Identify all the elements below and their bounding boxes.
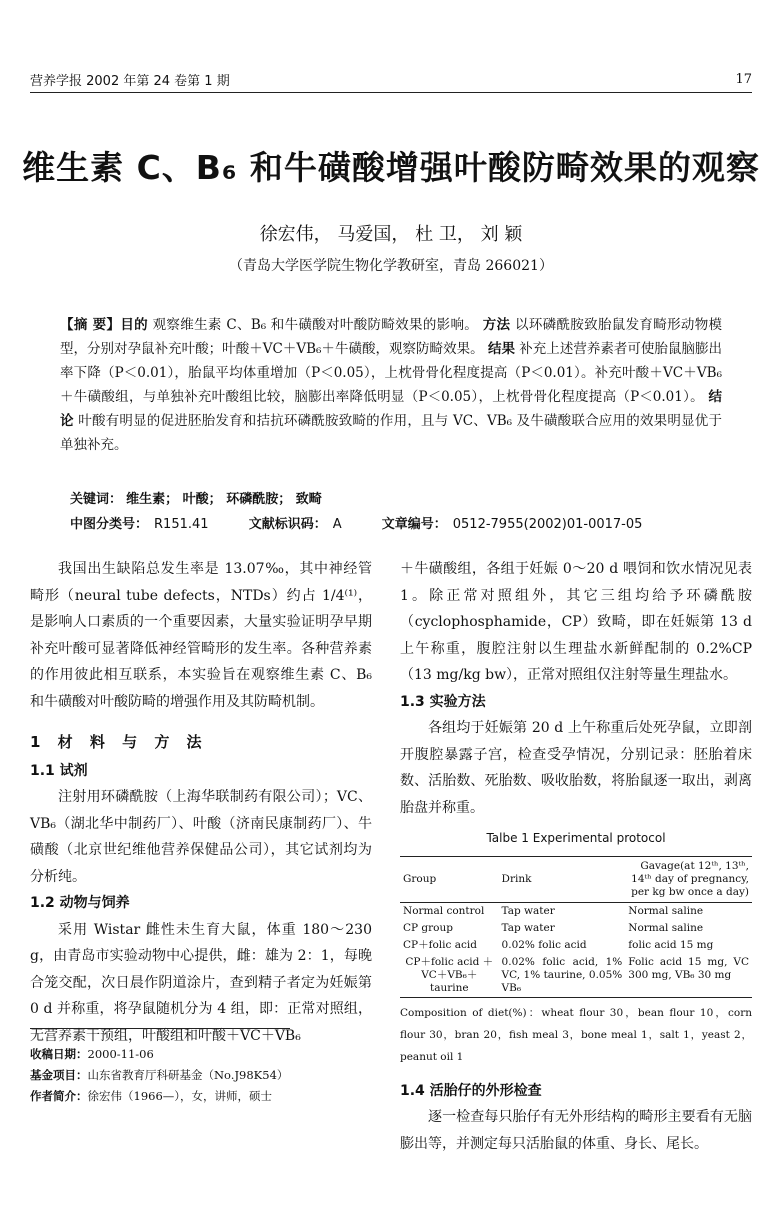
methods-paragraph: 各组均于妊娠第 20 d 上午称重后处死孕鼠，立即剖开腹腔暴露子宫，检查受孕情况，分别记录：胚胎着床数、活胎数、死胎数、吸收胎数，将胎鼠逐一取出，剥离胎盘并称重。 <box>400 720 752 816</box>
article-title: 维生素 C、B₆ 和牛磺酸增强叶酸防畸效果的观察 <box>22 148 760 187</box>
protocol-table <box>400 856 752 998</box>
doc-code-value: A <box>332 517 342 532</box>
section-heading-materials: 1 材 料 与 方 法 <box>30 733 208 751</box>
objective-text: 观察维生素 C、B₆ 和牛磺酸对叶酸防畸效果的影响。 <box>152 317 479 333</box>
table-cell: Normal saline <box>628 904 704 917</box>
clc-value: R151.41 <box>154 517 209 532</box>
fund-text: 山东省教育厅科研基金（No.J98K54） <box>87 1068 289 1082</box>
subsection-exam-title: 1.4 活胎仔的外形检查 <box>400 1082 542 1099</box>
table-header-row <box>400 856 752 902</box>
animals-paragraph: 采用 Wistar 雌性未生育大鼠，体重 180～230 g，由青岛市实验动物中心提供，雌：雄为 2：1，每晚合笼交配，次日晨作阴道涂片，查到精子者定为妊娠第 0 d 并称重，将孕鼠随机分为 4 组，即：正常对照组，无营养素干预组，叶酸组和叶酸＋VC＋VB₆ <box>30 921 372 1044</box>
table-header-cell: Gavage(at 12ᵗʰ, 13ᵗʰ, 14ᵗʰ day of pregnancy, per kg bw once a day) <box>631 859 749 898</box>
article-no-value: 0512-7955(2002)01-0017-05 <box>452 517 643 532</box>
clc-label: 中图分类号： <box>70 517 149 532</box>
left-column <box>30 556 372 1049</box>
table-cell: Tap water <box>501 904 555 917</box>
author-bio-label: 作者简介： <box>30 1089 88 1103</box>
table-cell: Normal saline <box>628 921 704 934</box>
table-cell: folic acid 15 mg <box>628 938 714 951</box>
received-date: 2000-11-06 <box>87 1047 154 1061</box>
page-number: 17 <box>735 72 752 87</box>
fund-label: 基金项目： <box>30 1068 88 1082</box>
footnote-divider <box>30 1028 290 1029</box>
table-header-cell: Group <box>403 872 437 885</box>
table-cell: 0.02% folic acid <box>501 938 587 951</box>
continued-paragraph: ＋牛磺酸组，各组于妊娠 0～20 d 喂饲和饮水情况见表 1。除正常对照组外，其它三组均给予环磷酰胺（cyclophosphamide，CP）致畸，即在妊娠第 13 d 上午称重，腹腔注射以生理盐水新鲜配制的 0.2%CP（13 mg/kg bw），正常对照组仅注射等量生理盐水。 <box>400 561 752 683</box>
keywords-label: 关键词： <box>70 492 123 507</box>
reagents-paragraph: 注射用环磷酰胺（上海华联制药有限公司）；VC、VB₆（湖北华中制药厂）、叶酸（济南民康制药厂）、牛磺酸（北京世纪维他营养保健品公司），其它试剂均为分析纯。 <box>30 789 372 885</box>
keywords-line <box>70 488 322 507</box>
table-cell: 0.02% folic acid, 1% VC, 1% taurine, 0.05% VB₆ <box>501 955 623 994</box>
table-row <box>400 920 752 937</box>
table-row <box>400 937 752 954</box>
author-bio-text: 徐宏伟（1966—），女，讲师，硕士 <box>87 1089 273 1103</box>
result-label: 结果 <box>487 341 515 357</box>
table-row <box>400 902 752 920</box>
conclusion-text: 叶酸有明显的促进胚胎发育和拮抗环磷酰胺致畸的作用，且与 VC、VB₆ 及牛磺酸联合应用的效果明显优于单独补充。 <box>60 413 723 453</box>
intro-paragraph: 我国出生缺陷总发生率是 13.07‰，其中神经管畸形（neural tube defects，NTDs）约占 1/4⁽¹⁾，是影响人口素质的一个重要因素，大量实验证明孕早期补充叶酸可显著降低神经管畸形的发生率。各种营养素的作用彼此相互联系，本实验旨在观察维生素 C、B₆ 和牛磺酸对叶酸防畸的增强作用及其防畸机制。 <box>30 561 372 710</box>
table-cell: CP group <box>403 921 453 934</box>
footnote-block <box>30 1044 288 1107</box>
keywords-items: 维生素； 叶酸； 环磷酰胺； 致畸 <box>126 492 322 507</box>
classification-line <box>70 513 642 532</box>
running-header: 营养学报 2002 年第 24 卷第 1 期 <box>30 74 230 89</box>
received-line <box>30 1044 288 1065</box>
conclusion-label: 结论 <box>60 389 722 429</box>
method-text: 以环磷酰胺致胎鼠发育畸形动物模型，分别对孕鼠补充叶酸；叶酸＋VC＋VB₆＋牛磺酸，观察防畸效果。 <box>60 317 723 357</box>
author-bio-line <box>30 1086 288 1107</box>
affiliation: （青岛大学医学院生物化学教研室，青岛 266021） <box>229 258 553 274</box>
method-label: 方法 <box>482 317 511 333</box>
fund-line <box>30 1065 288 1086</box>
table-row <box>400 954 752 998</box>
table-footnote: Composition of diet(%)：wheat flour 30，bean flour 10，corn flour 30，bran 20，fish meal 3，bone meal 1，salt 1，yeast 2，peanut oil 1 <box>400 1006 752 1063</box>
table-header-cell: Drink <box>501 872 532 885</box>
right-column <box>400 556 752 1157</box>
subsection-animals-title: 1.2 动物与饲养 <box>30 895 130 911</box>
result-text: 补充上述营养素者可使胎鼠脑膨出率下降（P＜0.01），胎鼠平均体重增加（P＜0.05），上枕骨骨化程度提高（P＜0.01）。补充叶酸＋VC＋VB₆＋牛磺酸组，与单独补充叶酸组比较，脑膨出率降低明显（P＜0.05），上枕骨骨化程度提高（P＜0.01）。 <box>60 341 722 405</box>
doc-code-label: 文献标识码： <box>248 517 327 532</box>
subsection-reagents-title: 1.1 试剂 <box>30 762 88 779</box>
table-cell: Tap water <box>501 921 555 934</box>
author-list: 徐宏伟， 马爱国， 杜 卫， 刘 颖 <box>259 224 523 245</box>
header-divider <box>30 92 752 93</box>
article-no-label: 文章编号： <box>381 517 447 532</box>
table-cell: Folic acid 15 mg, VC 300 mg, VB₆ 30 mg <box>628 955 749 981</box>
subsection-methods-title: 1.3 实验方法 <box>400 693 486 710</box>
abstract <box>60 313 722 457</box>
abstract-label: 【摘 要】 <box>60 317 121 333</box>
objective-label: 目的 <box>120 317 148 333</box>
table-caption: Talbe 1 Experimental protocol <box>486 831 666 845</box>
received-label: 收稿日期： <box>30 1047 88 1061</box>
exam-paragraph: 逐一检查每只胎仔有无外形结构的畸形主要看有无脑膨出等，并测定每只活胎鼠的体重、身长、尾长。 <box>400 1109 752 1152</box>
table-cell: Normal control <box>403 904 485 917</box>
table-cell: CP＋folic acid <box>403 938 477 951</box>
table-cell: CP＋folic acid ＋VC＋VB₆＋taurine <box>405 955 494 994</box>
